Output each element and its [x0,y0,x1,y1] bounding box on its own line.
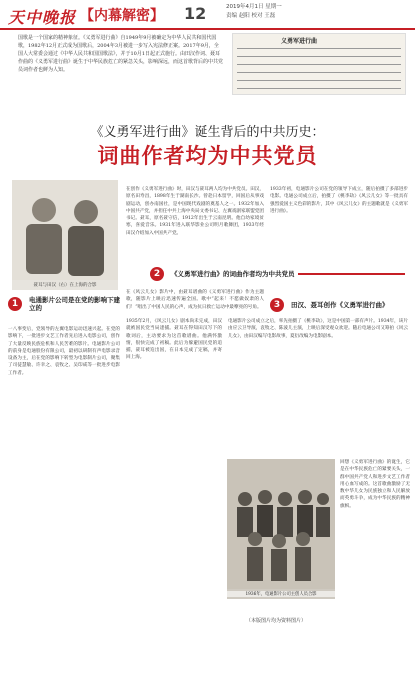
score-title: 义勇军进行曲 [281,38,318,45]
group-photo [227,459,335,599]
group-photo-caption: 1936年，电通影片公司主创人员合影 [227,591,335,597]
section-name: 【内幕解密】 [80,8,164,24]
two-men-photo-icon [12,180,118,280]
photo-source-note: （本版图片均为资料图片） [246,618,307,624]
section-label: 电通影片公司是在党的影响下建立的 [26,296,124,312]
text-column: 在《风云儿女》影片中，由聂耳谱曲的《义勇军进行曲》作为主题歌，随影片上映后迅速传遍全国。歌中“起来！不愿做奴隶的人们！”唱出了中国人民的心声，成为抗日救亡运动中最嘹亮的号角。 [126,290,264,309]
page-number: 12 [184,4,207,23]
group-photo-icon [227,459,335,589]
newspaper-logo: 天中晚报 [8,8,77,27]
staff-line [237,88,401,89]
section-number: 2 [150,267,164,281]
sheet-music-image [232,33,406,95]
text-column: 在创作《义勇军进行曲》时，田汉与聂耳两人均为中共党员。田汉，原名田寿昌，1898年生于湖南长沙。曾赴日本留学，回国后从事戏剧运动，创办南国社，是中国现代戏剧的奠基人之一。1932年加入中国共产党，并担任中共上海中央局文委书记、左翼戏剧家联盟党团书记。聂耳，原名聂守信，1912年出生于云南昆明。他自幼家境贫寒，喜爱音乐。1931年进入联华影业公司明月歌舞团，1933年经田汉介绍加入中国共产党。 [126,187,264,236]
staff-line [237,72,401,73]
issue-info [226,3,282,21]
headline-kicker: 《义勇军进行曲》诞生背后的中共历史： [90,125,325,140]
staff-line [237,56,401,57]
section-2-heading [150,267,405,281]
section-label: 《义勇军进行曲》的词曲作者均为中共党员 [168,270,298,278]
section-1-heading [8,296,124,320]
section-3-heading [270,298,410,312]
staff-line [237,80,401,81]
staff-line [237,48,401,49]
portrait-photo [12,180,118,290]
intro-paragraph: 国歌是一个国家的精神象征。《义勇军进行曲》自1949年9月被确定为中华人民共和国代国歌，1982年12月正式成为国歌后，2004年3月被进一步写入宪法修正案。2017年9月，全国人大常委会通过《中华人民共和国国歌法》，并于10月1日起正式施行。由田汉作词、聂耳作曲的《义勇军进行曲》诞生于中华民族危亡的紧急关头，影响深远，而这首歌背后的中共党员词作者也鲜为人知。 [18,35,224,73]
section-number: 1 [8,297,22,311]
text-column: 1935年2月，《风云儿女》剧本尚未完成，田汉就被国民党当局逮捕。聂耳在得知田汉写下的歌词后，主动要求为这首歌谱曲。他满怀激情，很快完成了初稿。此后为躲避国民党的追捕，聂耳被迫出国，在日本完成了定稿，并寄回上海。 [126,319,222,361]
main-headline: 词曲作者均为中共党员 [97,144,318,168]
staff-line [237,64,401,65]
issue-date: 2019年4月1日 星期一 [226,4,282,10]
text-column: 一八事变后，党领导的左翼电影运动迅速兴起。在党的影响下，一批进步文艺工作者先后进入电影公司，创作了大量反映民族危机和人民苦难的影片。电通影片公司的前身是电通股份有限公司，最初以研制有声电影录音设备为主，后在党的影响下转型为电影制片公司，聚集了司徒慧敏、许幸之、袁牧之、吴印咸等一批进步电影工作者。 [8,327,120,376]
portrait-caption: 聂耳与田汉（右）在上海的合影 [33,283,97,288]
editor-credits: 责编 赵阳 校对 王磊 [226,13,276,19]
text-column: 电通影片公司成立之后，率先拍摄了《桃李劫》，这是中国第一部有声片。1934年，该片由应云卫导演，袁牧之、陈波儿主演，上映后深受观众欢迎。随后电通公司又筹拍《风云儿女》，由田汉编写电影故事，夏衍改编为电影剧本。 [228,319,408,339]
section-number: 3 [270,298,284,312]
text-column: 回想《义勇军进行曲》的诞生，它是在中华民族危亡的紧要关头，一群中国共产党人和进步文艺工作者用心血写成的。这首歌曲激励了无数中华儿女为民族独立和人民解放而英勇斗争，成为中华民族的精神旗帜。 [340,460,410,509]
section-label: 田汉、聂耳创作《义勇军进行曲》 [288,301,392,309]
masthead [0,0,415,30]
text-column: 1933年初，电通影片公司在党的领导下成立，随后拍摄了多部进步电影。电通公司成立后，拍摄了《桃李劫》《风云儿女》等一批具有强烈爱国主义色彩的影片，其中《风云儿女》的主题歌就是《义勇军进行曲》。 [270,187,408,214]
